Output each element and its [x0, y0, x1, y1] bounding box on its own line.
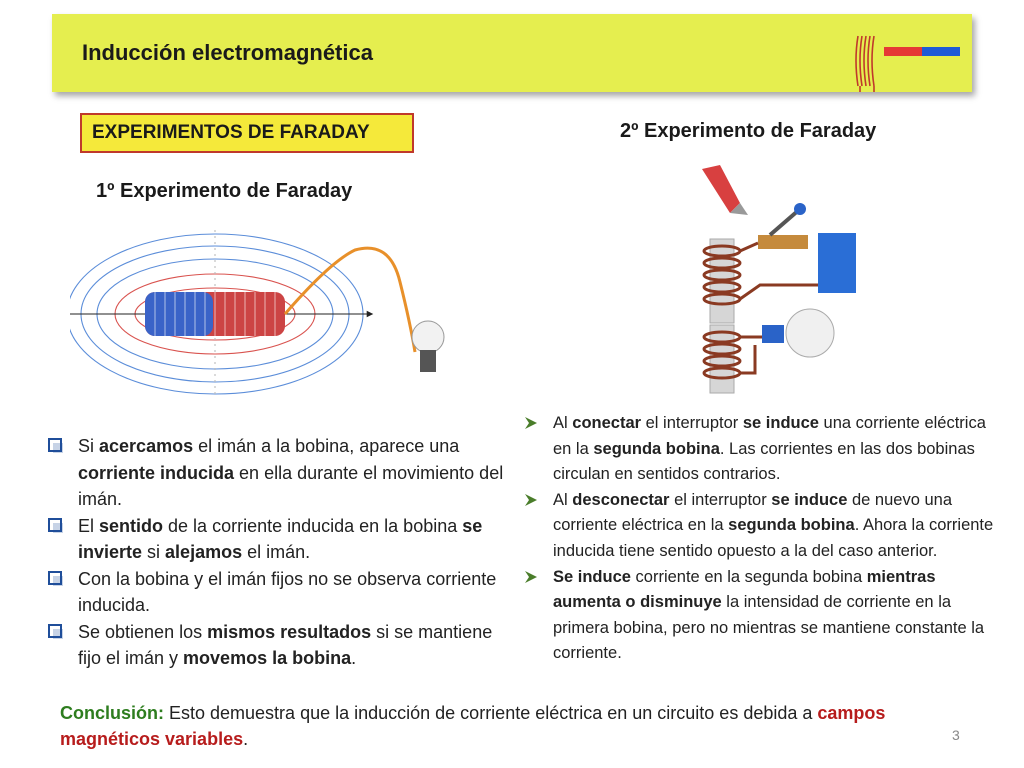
switch: [758, 203, 808, 249]
bold-phrase: acercamos: [99, 436, 194, 456]
text-run: la intensidad de corriente en la primera bobina, pero no mientras se mantiene constante la corriente.: [553, 593, 985, 663]
conclusion: [60, 700, 960, 752]
bold-phrase: segunda bobina: [593, 439, 720, 458]
bulb-2: [762, 309, 834, 357]
bold-phrase: segunda bobina: [728, 516, 855, 535]
list-item: [523, 565, 1003, 667]
section-label: EXPERIMENTOS DE FARADAY: [80, 113, 414, 153]
bold-phrase: se induce: [742, 414, 819, 432]
bullet-text: [78, 569, 496, 616]
check-arrow-bullet-icon: [523, 569, 539, 585]
slide-title: Inducción electromagnética: [82, 40, 373, 65]
text-run: si se mantiene fijo el imán y: [78, 621, 493, 668]
check-arrow-bullet-icon: [523, 492, 539, 508]
pencil: [702, 165, 748, 215]
hollow-square-bullet-icon: [48, 571, 64, 587]
list-item: [48, 566, 518, 619]
conclusion-text: Esto demuestra que la inducción de corriente eléctrica en un circuito es debida a: [164, 703, 818, 723]
text-run: el imán a la bobina, aparece una: [193, 436, 460, 456]
coil: [145, 292, 285, 336]
bold-phrase: desconectar: [572, 490, 670, 509]
experiment-2-illustration: [700, 165, 870, 395]
bullet-text: [553, 568, 984, 663]
text-run: de la corriente inducida en la bobina: [163, 515, 463, 536]
text-run: .: [351, 648, 357, 668]
light-bulb: [412, 321, 444, 372]
bullet-text: [78, 622, 492, 669]
hollow-square-bullet-icon: [48, 438, 64, 454]
conclusion-end: .: [243, 729, 249, 749]
secondary-coil: [704, 325, 762, 393]
bullet-text: [78, 516, 482, 563]
page-number: 3: [952, 727, 960, 743]
conclusion-label: Conclusión:: [60, 703, 164, 723]
text-run: Al: [553, 414, 573, 432]
text-run: Si: [78, 436, 100, 456]
check-arrow-bullet-icon: [523, 415, 539, 431]
coil-magnet-icon: [852, 30, 962, 92]
bold-phrase: conectar: [572, 414, 642, 432]
text-run: El: [78, 515, 100, 536]
bold-phrase: corriente inducida: [78, 462, 235, 483]
bold-phrase: alejamos: [165, 542, 243, 562]
conclusion-emphasis: campos magnéticos variables: [60, 703, 886, 749]
text-run: Con la bobina y el imán fijos no se observa corriente inducida.: [78, 568, 497, 615]
hollow-square-bullet-icon: [48, 624, 64, 640]
text-run: . Las corrientes en las dos bobinas circulan en sentidos contrarios.: [553, 439, 975, 484]
list-item: [523, 411, 1003, 488]
experiment-1-heading: 1º Experimento de Faraday: [96, 180, 353, 202]
bullet-text: [553, 491, 993, 560]
list-item: [48, 619, 518, 672]
text-run: . Ahora la corriente inducida tiene sentido opuesto a la del caso anterior.: [553, 516, 994, 560]
bold-phrase: se induce: [771, 490, 848, 509]
text-run: una corriente eléctrica en la: [553, 414, 986, 458]
experiment-2-heading: 2º Experimento de Faraday: [620, 120, 877, 142]
battery: [818, 233, 856, 293]
list-item: [48, 433, 518, 513]
text-run: Al: [553, 490, 573, 509]
bold-phrase: se invierte: [78, 515, 483, 562]
bold-phrase: Se induce: [553, 567, 631, 586]
text-run: Se obtienen los: [78, 621, 208, 642]
bold-phrase: mientras aumenta o disminuye: [553, 567, 936, 612]
text-run: de nuevo una corriente eléctrica en la: [553, 490, 952, 535]
text-run: el interruptor: [669, 490, 772, 509]
experiment-1-bullet-list: [48, 433, 518, 672]
text-run: si: [142, 542, 166, 562]
title-banner: [52, 14, 972, 92]
bullet-text: [553, 414, 986, 483]
text-run: el imán.: [242, 542, 311, 562]
experiment-1-illustration: [70, 222, 460, 402]
list-item: [48, 513, 518, 566]
bold-phrase: sentido: [99, 515, 164, 536]
text-run: el interruptor: [641, 414, 743, 432]
bullet-text: [78, 436, 503, 509]
bold-phrase: movemos la bobina: [183, 648, 352, 668]
list-item: [523, 488, 1003, 565]
bold-phrase: mismos resultados: [207, 621, 372, 642]
text-run: en ella durante el movimiento del imán.: [78, 462, 504, 509]
experiment-2-bullet-list: [523, 411, 1003, 667]
hollow-square-bullet-icon: [48, 518, 64, 534]
text-run: corriente en la segunda bobina: [630, 567, 867, 586]
